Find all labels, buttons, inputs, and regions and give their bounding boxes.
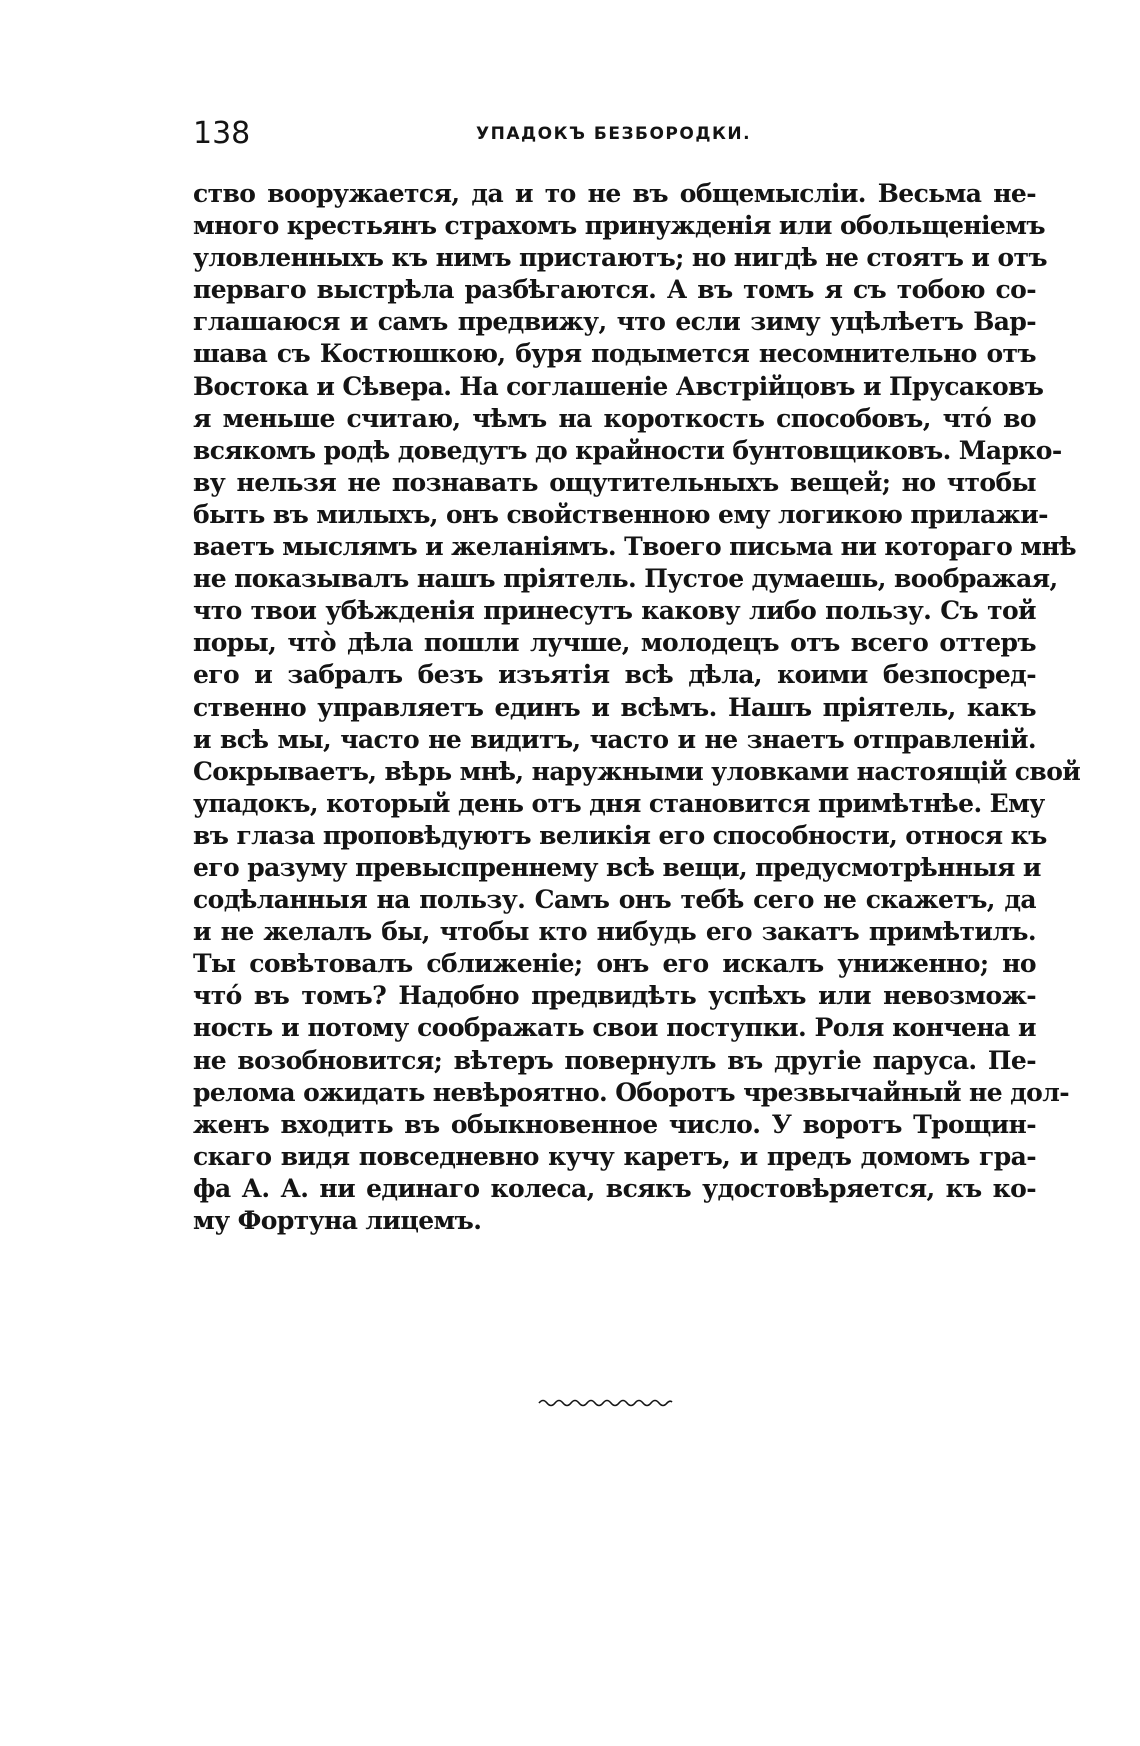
text-line: что твои убѣжденія принесутъ какову либо пользу. Съ той bbox=[193, 596, 1036, 626]
running-head bbox=[193, 116, 1036, 156]
text-line: ность и потому соображать свои поступки. Роля кончена и bbox=[193, 1013, 1036, 1043]
text-line: ственно управляетъ единъ и всѣмъ. Нашъ пріятель, какъ bbox=[193, 692, 1036, 722]
text-line: поры, чтò дѣла пошли лучше, молодецъ отъ всего оттеръ bbox=[193, 628, 1036, 658]
text-line: не показывалъ нашъ пріятель. Пустое думаешь, воображая, bbox=[193, 564, 1058, 594]
wavy-ornament-divider bbox=[537, 1396, 674, 1410]
text-line: содѣланныя на пользу. Самъ онъ тебѣ сего не скажетъ, да bbox=[193, 885, 1036, 915]
text-line: я меньше считаю, чѣмъ на короткость способовъ, чтó во bbox=[193, 403, 1036, 433]
text-line: фа А. А. ни единаго колеса, всякъ удостовѣряется, къ ко- bbox=[193, 1173, 1036, 1203]
text-line: и не желалъ бы, чтобы кто нибудь его закатъ примѣтилъ. bbox=[193, 917, 1036, 947]
text-line: Сокрываетъ, вѣрь мнѣ, наружными уловками настоящій свой bbox=[193, 756, 1081, 786]
text-line: его и забралъ безъ изъятія всѣ дѣла, коими безпосред- bbox=[193, 660, 1036, 690]
text-line: его разуму превыспреннему всѣ вещи, предусмотрѣнныя и bbox=[193, 852, 1041, 882]
text-line: быть въ милыхъ, онъ свойственною ему логикою прилажи- bbox=[193, 499, 1048, 529]
text-line: и всѣ мы, часто не видитъ, часто и не знаетъ отправленій. bbox=[193, 724, 1036, 754]
text-line: скаго видя повседневно кучу каретъ, и предъ домомъ гра- bbox=[193, 1141, 1036, 1171]
text-line: много крестьянъ страхомъ принужденія или обольщеніемъ bbox=[193, 211, 1045, 241]
text-line: упадокъ, который день отъ дня становится примѣтнѣе. Ему bbox=[193, 788, 1045, 818]
page-number: 138 bbox=[193, 116, 251, 151]
text-line-last: му Фортуна лицемъ. bbox=[193, 1206, 482, 1235]
text-line: ство вооружается, да и то не въ общемысліи. Весьма не- bbox=[193, 179, 1036, 208]
text-line: Востока и Сѣвера. На соглашеніе Австрійцовъ и Прусаковъ bbox=[193, 371, 1044, 401]
running-title: УПАДОКЪ БЕЗБОРОДКИ. bbox=[476, 124, 752, 144]
body-text bbox=[193, 178, 1081, 1237]
text-line: глашаюся и самъ предвижу, что если зиму уцѣлѣетъ Вар- bbox=[193, 307, 1036, 337]
text-line: релома ожидать невѣроятно. Оборотъ чрезвычайный не дол- bbox=[193, 1077, 1070, 1107]
text-line: шава съ Костюшкою, буря подымется несомнительно отъ bbox=[193, 339, 1036, 369]
text-line: въ глаза проповѣдуютъ великія его способности, относя къ bbox=[193, 820, 1047, 850]
text-line: всякомъ родѣ доведутъ до крайности бунтовщиковъ. Марко- bbox=[193, 435, 1062, 465]
text-line: чтó въ томъ? Надобно предвидѣть успѣхъ или невозмож- bbox=[193, 981, 1036, 1011]
text-line: перваго выстрѣла разбѣгаются. А въ томъ я съ тобою со- bbox=[193, 275, 1036, 305]
text-line: Ты совѣтовалъ сближеніе; онъ его искалъ униженно; но bbox=[193, 949, 1036, 979]
text-line: ву нельзя не познавать ощутительныхъ вещей; но чтобы bbox=[193, 467, 1036, 497]
text-line: уловленныхъ къ нимъ пристаютъ; но нигдѣ не стоятъ и отъ bbox=[193, 243, 1047, 273]
text-line: не возобновится; вѣтеръ повернулъ въ другіе паруса. Пе- bbox=[193, 1045, 1036, 1075]
text-line: ваетъ мыслямъ и желаніямъ. Твоего письма ни котораго мнѣ bbox=[193, 532, 1077, 562]
text-line: женъ входить въ обыкновенное число. У воротъ Трощин- bbox=[193, 1109, 1036, 1139]
